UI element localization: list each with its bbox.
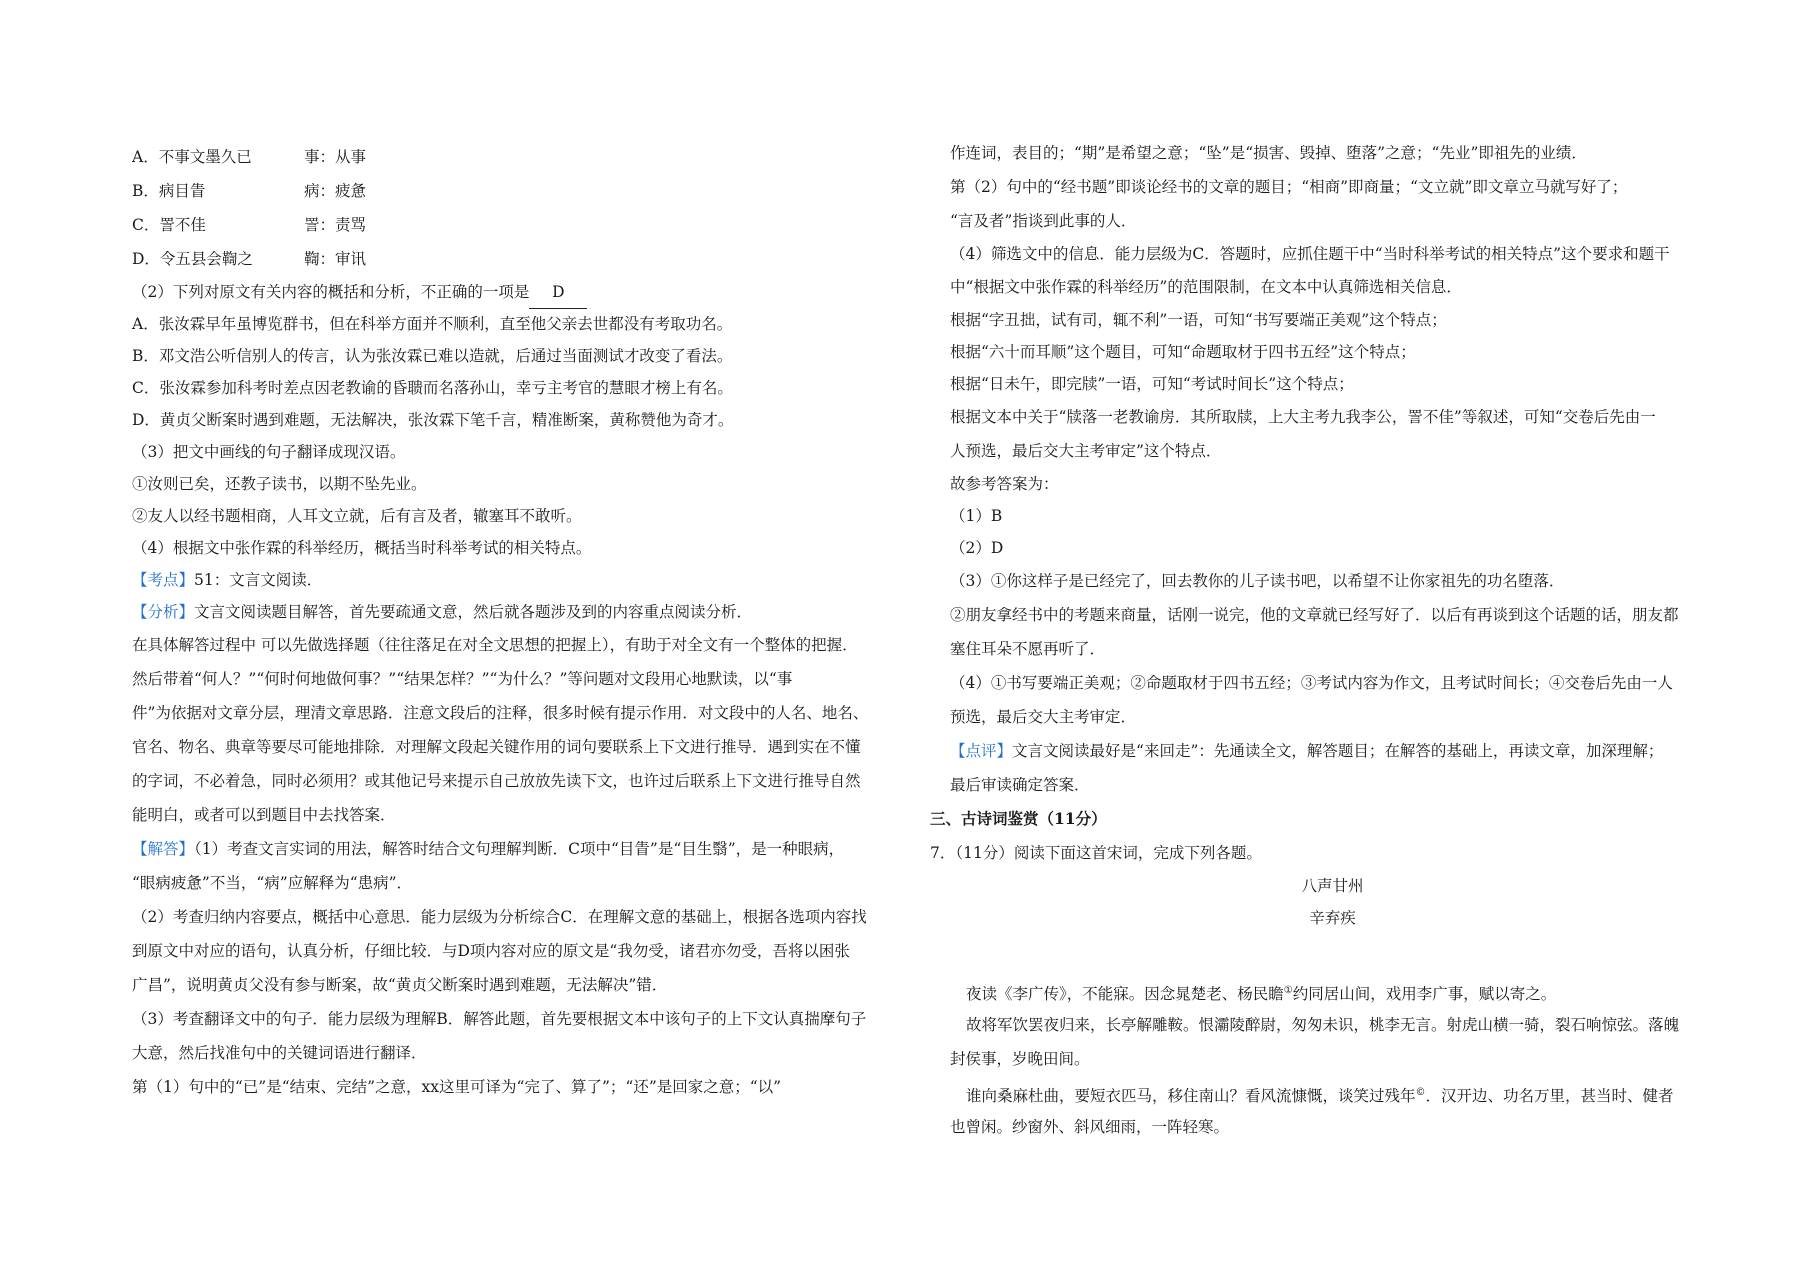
footnote-mark: ① (1283, 985, 1293, 996)
option-gloss: 鞫：审讯 (304, 250, 367, 268)
dianping-tag: 【点评】 (950, 742, 1013, 760)
dianping-text: 文言文阅读最好是“来回走”：先通读全文，解答题目；在解答的基础上，再读文章，加深理解； (1012, 742, 1664, 760)
fenxi (132, 596, 907, 628)
answer-line: 塞住耳朵不愿再听了． (950, 640, 1106, 658)
option-gloss: 事：从事 (304, 148, 367, 166)
option-a (132, 140, 907, 174)
fenxi-tag: 【分析】 (132, 603, 195, 621)
option-c (132, 208, 907, 242)
section-heading: 三、古诗词鉴赏（11分） (930, 809, 1107, 828)
option-label: B．病目眚 (132, 182, 206, 200)
preface-text: 夜读《李广传》，不能寐。因念晁楚老、杨民瞻 (966, 985, 1284, 1003)
poem-text: 谁向桑麻杜曲，要短衣匹马，移住南山？看风流慷慨，谈笑过残年 (966, 1087, 1416, 1105)
answer-line: 根据“六十而耳顺”这个题目，可知“命题取材于四书五经”这个特点； (950, 343, 1416, 361)
option-gloss: 詈：责骂 (304, 216, 367, 234)
question-3-sentence-2: ②友人以经书题相商，人耳文立就，后有言及者，辙塞耳不敢听。 (132, 507, 582, 525)
preface-text: 约同居山间，戏用李广事，赋以寄之。 (1292, 985, 1557, 1003)
fenxi-line: 官名、物名、典章等要尽可能地排除．对理解文段起关键作用的词句要联系上下文进行推导．遇到实在不懂 (132, 738, 861, 756)
jieda-tag: 【解答】 (132, 840, 195, 858)
option-b (132, 174, 907, 208)
jieda-line: 大意，然后找准句中的关键词语进行翻译． (132, 1044, 427, 1062)
answer-line: 作连词，表目的；“期”是希望之意；“坠”是“损害、毁掉、堕落”之意；“先业”即祖先的业绩． (950, 144, 1587, 162)
jieda-line: 到原文中对应的语句，认真分析，仔细比较．与D项内容对应的原文是“我勿受，诸君亦勿受，吾将以困张 (132, 942, 850, 960)
kaodian-tag: 【考点】 (132, 571, 195, 589)
footnote-mark: © (1415, 1087, 1426, 1098)
answer-line: （4）筛选文中的信息．能力层级为C．答题时，应抓住题干中“当时科举考试的相关特点”这个要求和题干 (950, 245, 1670, 263)
fenxi-line: 的字词，不必着急，同时必须用？或其他记号来提示自己放放先读下文，也许过后联系上下文进行推导自然 (132, 772, 861, 790)
poem-text: ．汉开边、功名万里，甚当时、健者 (1425, 1087, 1674, 1105)
fenxi-line: 在具体解答过程中 可以先做选择题（往往落足在对全文思想的把握上），有助于对全文有一个整体的把握． (132, 636, 858, 654)
answer-line: “言及者”指谈到此事的人． (950, 212, 1137, 230)
jieda-line: 第（1）句中的“已”是“结束、完结”之意，xx这里可译为“完了、算了”；“还”是回家之意；“以” (132, 1078, 782, 1096)
poem-author: 辛弃疾 (1309, 909, 1356, 927)
jieda-line: （3）考查翻译文中的句子．能力层级为理解B．解答此题，首先要根据文本中该句子的上下文认真揣摩句子 (132, 1010, 867, 1028)
fenxi-line: 能明白，或者可以到题目中去找答案． (132, 806, 396, 824)
q2-option-d: D．黄贞父断案时遇到难题，无法解决，张汝霖下笔千言，精准断案，黄称赞他为奇才。 (132, 411, 734, 429)
left-column (132, 140, 907, 1104)
answer-line: （4）①书写要端正美观；②命题取材于四书五经；③考试内容为作文，且考试时间长；④交卷后先由一人 (950, 674, 1673, 692)
right-column (930, 136, 1715, 1144)
kaodian (132, 564, 907, 596)
poem-line: 封侯事，岁晚田间。 (950, 1050, 1090, 1068)
option-label: A．不事文墨久已 (132, 148, 252, 166)
answer-line: 根据“字丑拙，试有司，辄不利”一语，可知“书写要端正美观”这个特点； (950, 311, 1447, 329)
q2-option-a: A．张汝霖早年虽博览群书，但在科举方面并不顺利，直至他父亲去世都没有考取功名。 (132, 315, 733, 333)
q2-option-b: B．邓文浩公听信别人的传言，认为张汝霖已难以造就，后通过当面测试才改变了看法。 (132, 347, 733, 365)
fenxi-line: 然后带着“何人？”“何时何地做何事？”“结果怎样？”“为什么？”等问题对文段用心地默读，以“事 (132, 670, 793, 688)
poem-line: 故将军饮罢夜归来，长亭解雕鞍。恨灞陵醉尉，匆匆未识，桃李无言。射虎山横一骑，裂石响惊弦。落魄 (966, 1016, 1680, 1034)
poem-preface (950, 974, 1715, 1008)
question-4: （4）根据文中张作霖的科举经历，概括当时科举考试的相关特点。 (132, 539, 592, 557)
option-label: C．詈不佳 (132, 216, 206, 234)
fenxi-line: 件”为依据对文章分层，理清文章思路．注意文段后的注释，很多时候有提示作用．对文段中的人名、地名、 (132, 704, 869, 722)
poem-line (950, 1076, 1715, 1110)
question-2-answer: D (529, 276, 587, 309)
dianping (950, 734, 1715, 768)
poem-line: 也曾闲。纱窗外、斜风细雨，一阵轻寒。 (950, 1118, 1230, 1136)
answer-line: 第（2）句中的“经书题”即谈论经书的文章的题目；“相商”即商量；“文立就”即文章立马就写好了； (950, 178, 1628, 196)
jieda (132, 832, 907, 866)
answer-line: ②朋友拿经书中的考题来商量，话刚一说完，他的文章就已经写好了．以后有再谈到这个话题的话，朋友都 (950, 606, 1679, 624)
fenxi-text: 文言文阅读题目解答，首先要疏通文意，然后就各题涉及到的内容重点阅读分析． (194, 603, 753, 621)
answer-line: （3）①你这样子是已经完了，回去教你的儿子读书吧，以希望不让你家祖先的功名堕落． (950, 572, 1565, 590)
option-gloss: 病：疲惫 (304, 182, 367, 200)
kaodian-text: 51：文言文阅读． (194, 571, 323, 589)
dianping-line: 最后审读确定答案． (950, 776, 1090, 794)
answer-line: 根据文本中关于“牍落一老教谕房．其所取牍，上大主考九我李公，詈不佳”等叙述，可知“交卷后先由一 (950, 408, 1656, 426)
jieda-line: 广昌”，说明黄贞父没有参与断案，故“黄贞父断案时遇到难题，无法解决”错． (132, 976, 668, 994)
answer-line: （1）B (950, 507, 1003, 525)
q2-option-c: C．张汝霖参加科考时差点因老教谕的昏聩而名落孙山，幸亏主考官的慧眼才榜上有名。 (132, 379, 733, 397)
answer-line: 故参考答案为： (950, 475, 1059, 493)
question-2-text: （2）下列对原文有关内容的概括和分析，不正确的一项是 (132, 283, 530, 301)
option-d (132, 242, 907, 276)
answer-line: 预选，最后交大主考审定． (950, 708, 1137, 726)
answer-line: 根据“日未午，即完牍”一语，可知“考试时间长”这个特点； (950, 375, 1354, 393)
question-2 (132, 276, 907, 308)
answer-line: 人预选，最后交大主考审定”这个特点． (950, 442, 1222, 460)
answer-line: （2）D (950, 539, 1004, 557)
jieda-line: （2）考查归纳内容要点，概括中心意思．能力层级为分析综合C．在理解文意的基础上，根据各选项内容找 (132, 908, 867, 926)
jieda-text: （1）考查文言实词的用法，解答时结合文句理解判断．C项中“目眚”是“目生翳”，是一种眼病， (194, 840, 845, 858)
poem-title: 八声甘州 (1301, 877, 1364, 895)
jieda-line: “眼病疲惫”不当，“病”应解释为“患病”． (132, 874, 413, 892)
question-7: 7．（11分）阅读下面这首宋词，完成下列各题。 (930, 844, 1262, 862)
answer-line: 中“根据文中张作霖的科举经历”的范围限制，在文本中认真筛选相关信息． (950, 278, 1462, 296)
question-3: （3）把文中画线的句子翻译成现汉语。 (132, 443, 406, 461)
question-3-sentence-1: ①汝则已矣，还教子读书，以期不坠先业。 (132, 475, 427, 493)
option-label: D．令五县会鞫之 (132, 250, 253, 268)
